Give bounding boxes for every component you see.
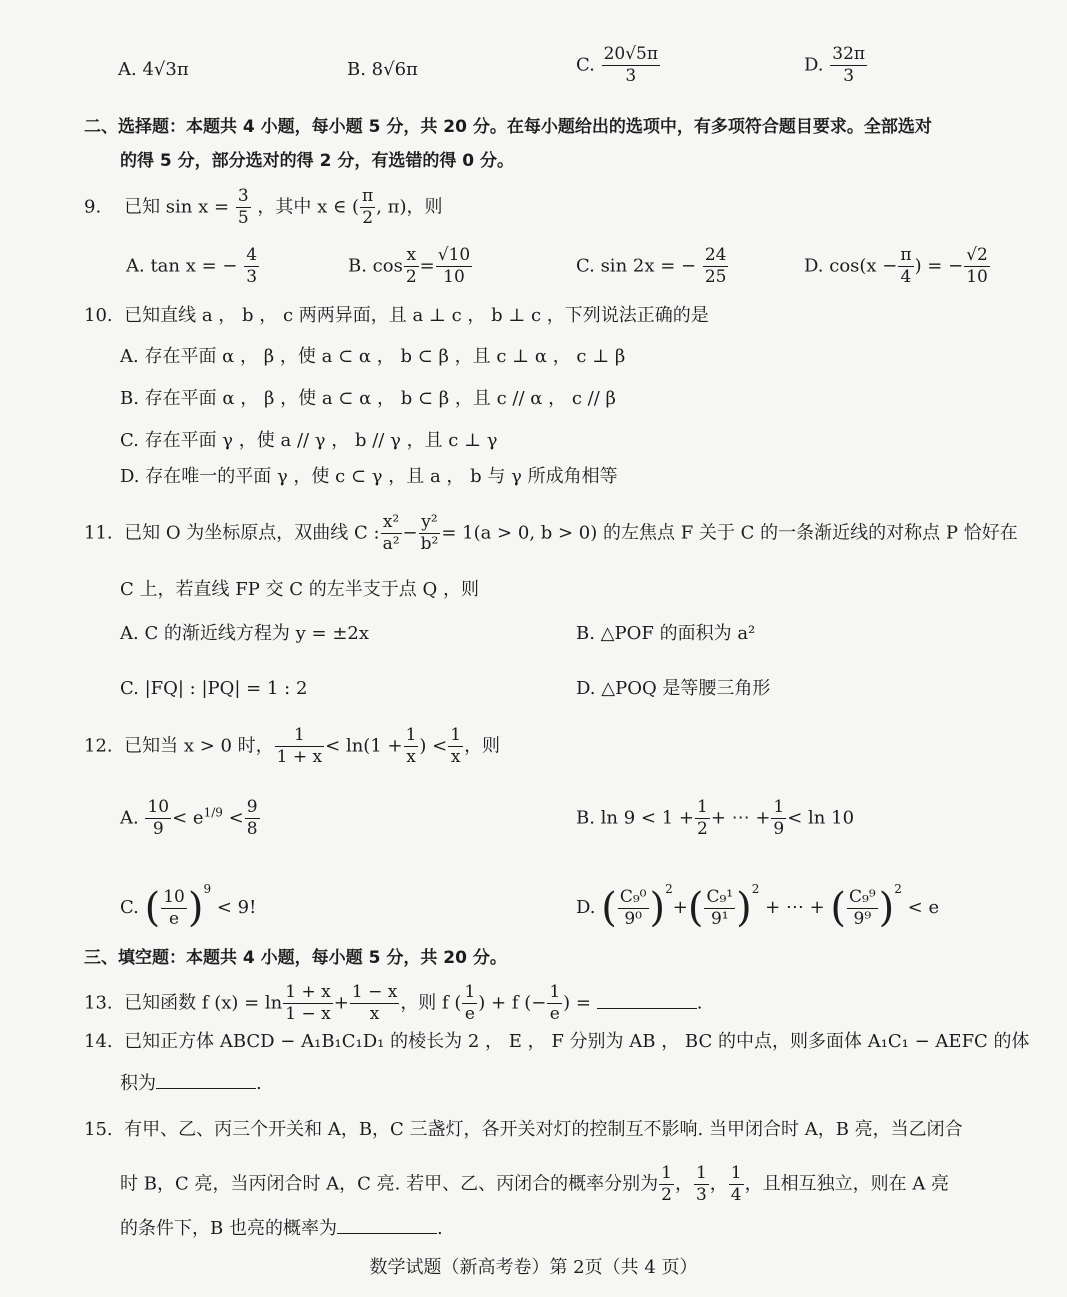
q13-stem: 13. 已知函数 f (x) = ln $\frac{1 + x}{1 - x}$ + $\frac{1 - x}{x}$ ，则 f ( $\frac{1}{e}$ ) + f (− $\frac{1}{e}$ ) = . (84, 982, 703, 1024)
q12-option-b: B. ln 9 < 1 + $\frac{1}{2}$ + ⋯ + $\frac{1}{9}$ < ln 10 (576, 797, 855, 839)
q11-option-b: B. △POF 的面积为 a² (576, 623, 756, 644)
q14-stem: 14. 已知正方体 ABCD − A₁B₁C₁D₁ 的棱长为 2 ， E ， F 分别为 AB ， BC 的中点，则多面体 A₁C₁ − AEFC 的体 (84, 1031, 1030, 1052)
section2-heading-line2: 的得 5 分，部分选对的得 2 分，有选错的得 0 分。 (120, 151, 514, 171)
q11-stem-line2: C 上，若直线 FP 交 C 的左半支于点 Q ，则 (120, 579, 479, 600)
q11-option-a: A. C 的渐近线方程为 y = ±2x (120, 623, 370, 644)
answer-blank[interactable] (337, 1215, 437, 1234)
fraction: $\frac{20√5\pi}{3}$ (603, 44, 659, 86)
q9-option-a: A. tan x = − $\frac{4}{3}$ (126, 245, 258, 287)
q10-stem: 10. 已知直线 a ， b ， c 两两异面，且 a ⊥ c ， b ⊥ c ，下列说法正确的是 (84, 305, 709, 326)
q9-stem: 9. 已知 sin x = $\frac{3}{5}$ ，其中 x ∈ ( $\frac{\pi}{2}$ , π)，则 (84, 186, 443, 228)
q15-stem-line3: 的条件下，B 也亮的概率为 . (120, 1215, 443, 1241)
q10-option-b: B. 存在平面 α ， β ，使 a ⊂ α ， b ⊂ β ，且 c // α ， c // β (120, 388, 616, 409)
q12-stem: 12. 已知当 x > 0 时， $\frac{1}{1 + x}$ < ln(1 + $\frac{1}{x}$ ) < $\frac{1}{x}$ ，则 (84, 725, 501, 767)
q9-option-b: B. cos $\frac{x}{2}$ = $\frac{√10}{10}$ (348, 245, 471, 287)
q10-option-d: D. 存在唯一的平面 γ ，使 c ⊂ γ ，且 a ， b 与 γ 所成角相等 (120, 466, 618, 487)
q9-option-c: C. sin 2x = − $\frac{24}{25}$ (576, 245, 727, 287)
q10-option-c: C. 存在平面 γ ，使 a // γ ， b // γ ，且 c ⊥ γ (120, 430, 498, 451)
q11-option-d: D. △POQ 是等腰三角形 (576, 678, 771, 699)
q8-option-c: C. $\frac{20√5\pi}{3}$ (576, 44, 659, 86)
q8-option-b: B. 8√6π (347, 59, 418, 80)
q14-stem-line2: 积为 . (120, 1070, 262, 1096)
page-footer: 数学试题（新高考卷）第 2页（共 4 页） (369, 1257, 698, 1278)
q12-option-a: A. $\frac{10}{9}$ < $e^{1/9}$ < $\frac{9}{8}$ (120, 797, 258, 839)
answer-blank[interactable] (597, 990, 697, 1009)
section2-heading-line1: 二、选择题：本题共 4 小题，每小题 5 分，共 20 分。在每小题给出的选项中，有多项符合题目要求。全部选对 (84, 117, 932, 137)
q8-option-d: D. $\frac{32\pi}{3}$ (804, 44, 866, 86)
q12-option-d: D. ( $\frac{\text{C₉⁰}}{\text{9⁰}}$ )$^2$+( $\frac{\text{C₉¹}}{\text{9¹}}$ )$^2$ + ⋯ + ( $\frac{\text{C₉⁹}}{\text{9⁹}}$ )$^2$ < e (576, 882, 940, 931)
q9-option-d: D. cos(x − $\frac{\pi}{4}$ ) = − $\frac{√2}{10}$ (804, 245, 988, 287)
q12-option-c: C. ( $\frac{10}{e}$ )$^9$ < 9! (120, 882, 257, 931)
fraction: $\frac{32\pi}{3}$ (832, 44, 866, 86)
section3-heading: 三、填空题：本题共 4 小题，每小题 5 分，共 20 分。 (84, 948, 507, 968)
q8-option-a: A. 4√3π (118, 59, 189, 80)
answer-blank[interactable] (156, 1070, 256, 1089)
q10-option-a: A. 存在平面 α ， β ，使 a ⊂ α ， b ⊂ β ，且 c ⊥ α ， c ⊥ β (120, 346, 626, 367)
q15-stem: 15. 有甲、乙、丙三个开关和 A，B，C 三盏灯，各开关对灯的控制互不影响. 当甲闭合时 A，B 亮，当乙闭合 (84, 1119, 963, 1140)
q11-option-c: C. |FQ| : |PQ| = 1 : 2 (120, 678, 308, 699)
q15-stem-line2: 时 B，C 亮，当丙闭合时 A，C 亮. 若甲、乙、丙闭合的概率分别为 $\frac{1}{2}$ ， $\frac{1}{3}$ ， $\frac{1}{4}$ ，且相互独立，则在 A 亮 (120, 1163, 950, 1205)
q11-stem: 11. 已知 O 为坐标原点，双曲线 C : $\frac{\text{x²}}{\text{a²}}$ − $\frac{\text{y²}}{\text{b²}}$ = 1(a > 0, b > 0) 的左焦点 F 关于 C 的一条渐近线的对称点 P 恰好在 (84, 512, 1018, 554)
